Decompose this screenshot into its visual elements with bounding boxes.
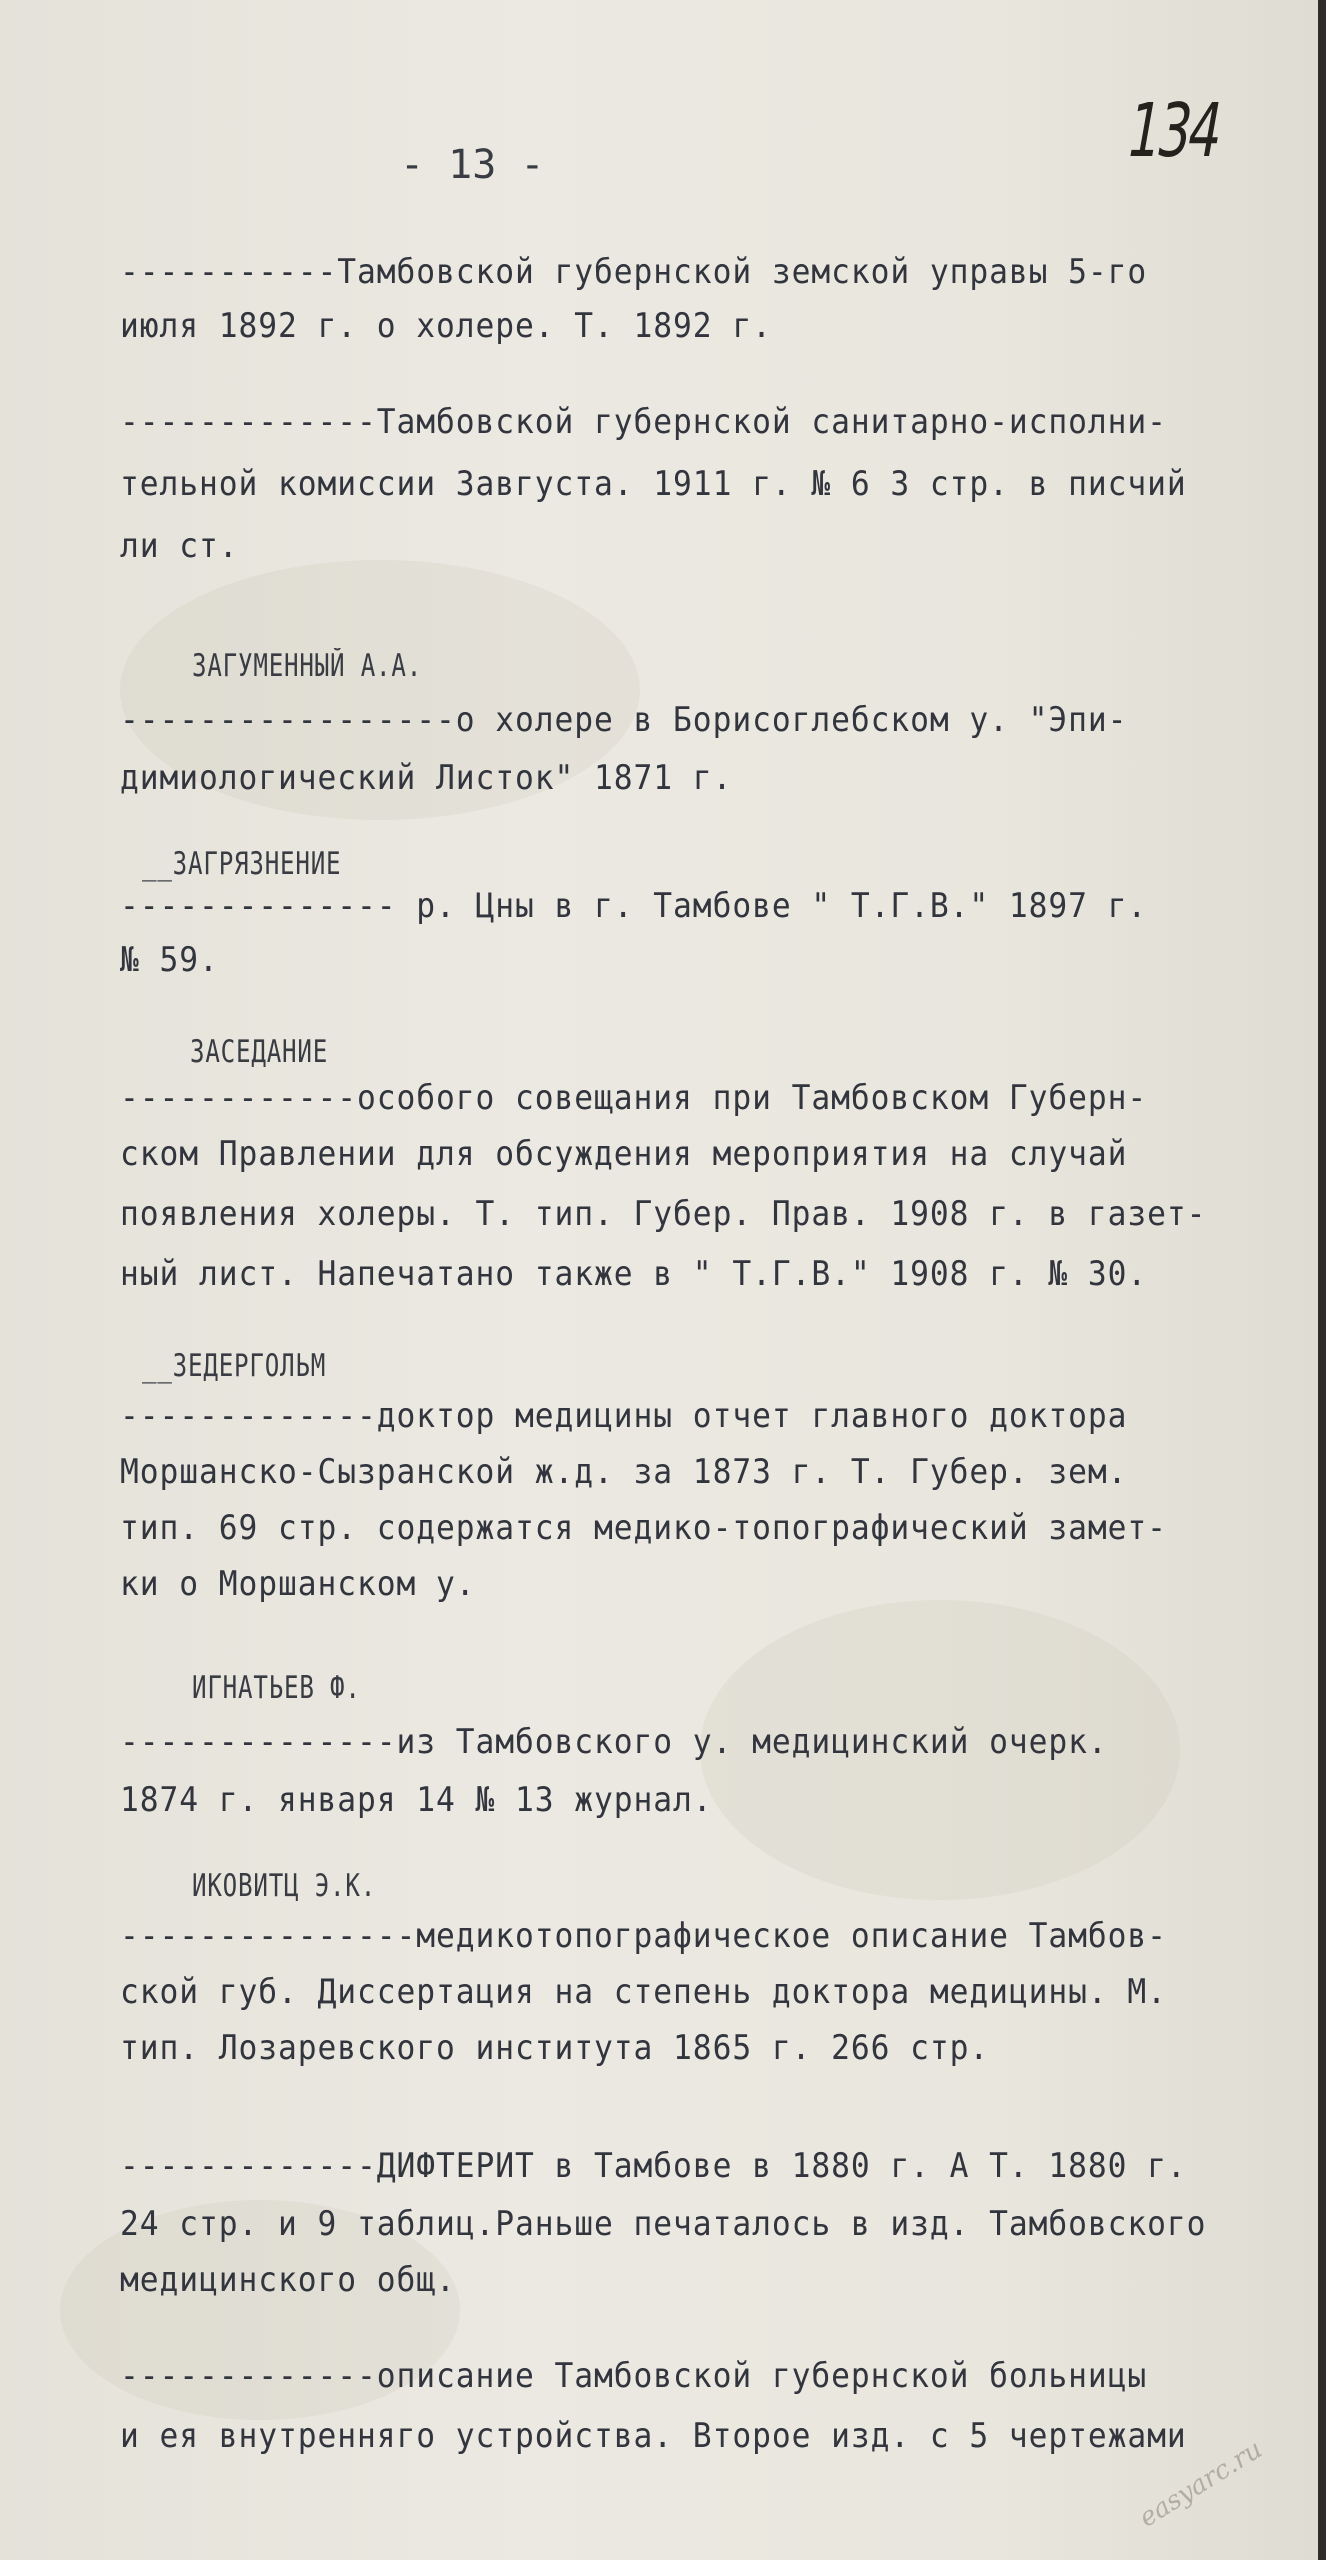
- entry-heading: ИГНАТЬЕВ Ф.: [192, 1670, 361, 1706]
- entry-line: 1874 г. января 14 № 13 журнал.: [120, 1780, 713, 1820]
- entry-line: ском Правлении для обсуждения мероприятия на случай: [120, 1134, 1128, 1174]
- entry-line: медицинского общ.: [120, 2260, 456, 2300]
- entry-line: № 59.: [120, 940, 219, 980]
- entry-line: тельной комиссии Завгуста. 1911 г. № 6 3 стр. в писчий: [120, 464, 1187, 504]
- entry-line: ный лист. Напечатано также в " Т.Г.В." 1908 г. № 30.: [120, 1254, 1148, 1294]
- entry-line: --------------из Тамбовского у. медицинский очерк.: [120, 1722, 1108, 1762]
- entry-line: ки о Моршанском у.: [120, 1564, 476, 1604]
- entry-heading: ЗАГУМЕННЫЙ А.А.: [192, 648, 423, 684]
- entry-heading: ЗАСЕДАНИЕ: [190, 1034, 329, 1070]
- entry-line: ------------особого совещания при Тамбовском Губерн-: [120, 1078, 1148, 1118]
- entry-line: ли ст.: [120, 526, 239, 566]
- entry-line: -------------Тамбовской губернской санитарно-исполни-: [120, 402, 1167, 442]
- entry-line: июля 1892 г. о холере. Т. 1892 г.: [120, 306, 772, 346]
- archive-folio-number: 134: [1120, 88, 1227, 174]
- entry-heading: ИКОВИТЦ Э.К.: [192, 1868, 377, 1904]
- page-number: - 13 -: [400, 142, 545, 188]
- entry-heading: __ЗЕДЕРГОЛЬМ: [142, 1348, 327, 1384]
- watermark: easyarc.ru: [1134, 2434, 1268, 2534]
- entry-heading: __ЗАГРЯЗНЕНИЕ: [142, 846, 342, 882]
- entry-line: -------------ДИФТЕРИТ в Тамбове в 1880 г. А Т. 1880 г.: [120, 2146, 1187, 2186]
- entry-line: -------------описание Тамбовской губернской больницы: [120, 2356, 1148, 2396]
- entry-line: появления холеры. Т. тип. Губер. Прав. 1908 г. в газет-: [120, 1194, 1207, 1234]
- entry-line: тип. 69 стр. содержатся медико-топографический замет-: [120, 1508, 1167, 1548]
- entry-line: тип. Лозаревского института 1865 г. 266 стр.: [120, 2028, 990, 2068]
- entry-line: Моршанско-Сызранской ж.д. за 1873 г. Т. Губер. зем.: [120, 1452, 1128, 1492]
- entry-line: 24 стр. и 9 таблиц.Раньше печаталось в изд. Тамбовского: [120, 2204, 1207, 2244]
- entry-line: -----------------о холере в Борисоглебском у. "Эпи-: [120, 700, 1128, 740]
- entry-line: ---------------медикотопографическое описание Тамбов-: [120, 1916, 1167, 1956]
- entry-line: -------------доктор медицины отчет главного доктора: [120, 1396, 1128, 1436]
- entry-line: и ея внутренняго устройства. Второе изд. с 5 чертежами: [120, 2416, 1187, 2456]
- entry-line: -----------Тамбовской губернской земской управы 5-го: [120, 252, 1148, 292]
- entry-line: ской губ. Диссертация на степень доктора медицины. М.: [120, 1972, 1167, 2012]
- entry-line: -------------- р. Цны в г. Тамбове " Т.Г.В." 1897 г.: [120, 886, 1148, 926]
- entry-line: димиологический Листок" 1871 г.: [120, 758, 733, 798]
